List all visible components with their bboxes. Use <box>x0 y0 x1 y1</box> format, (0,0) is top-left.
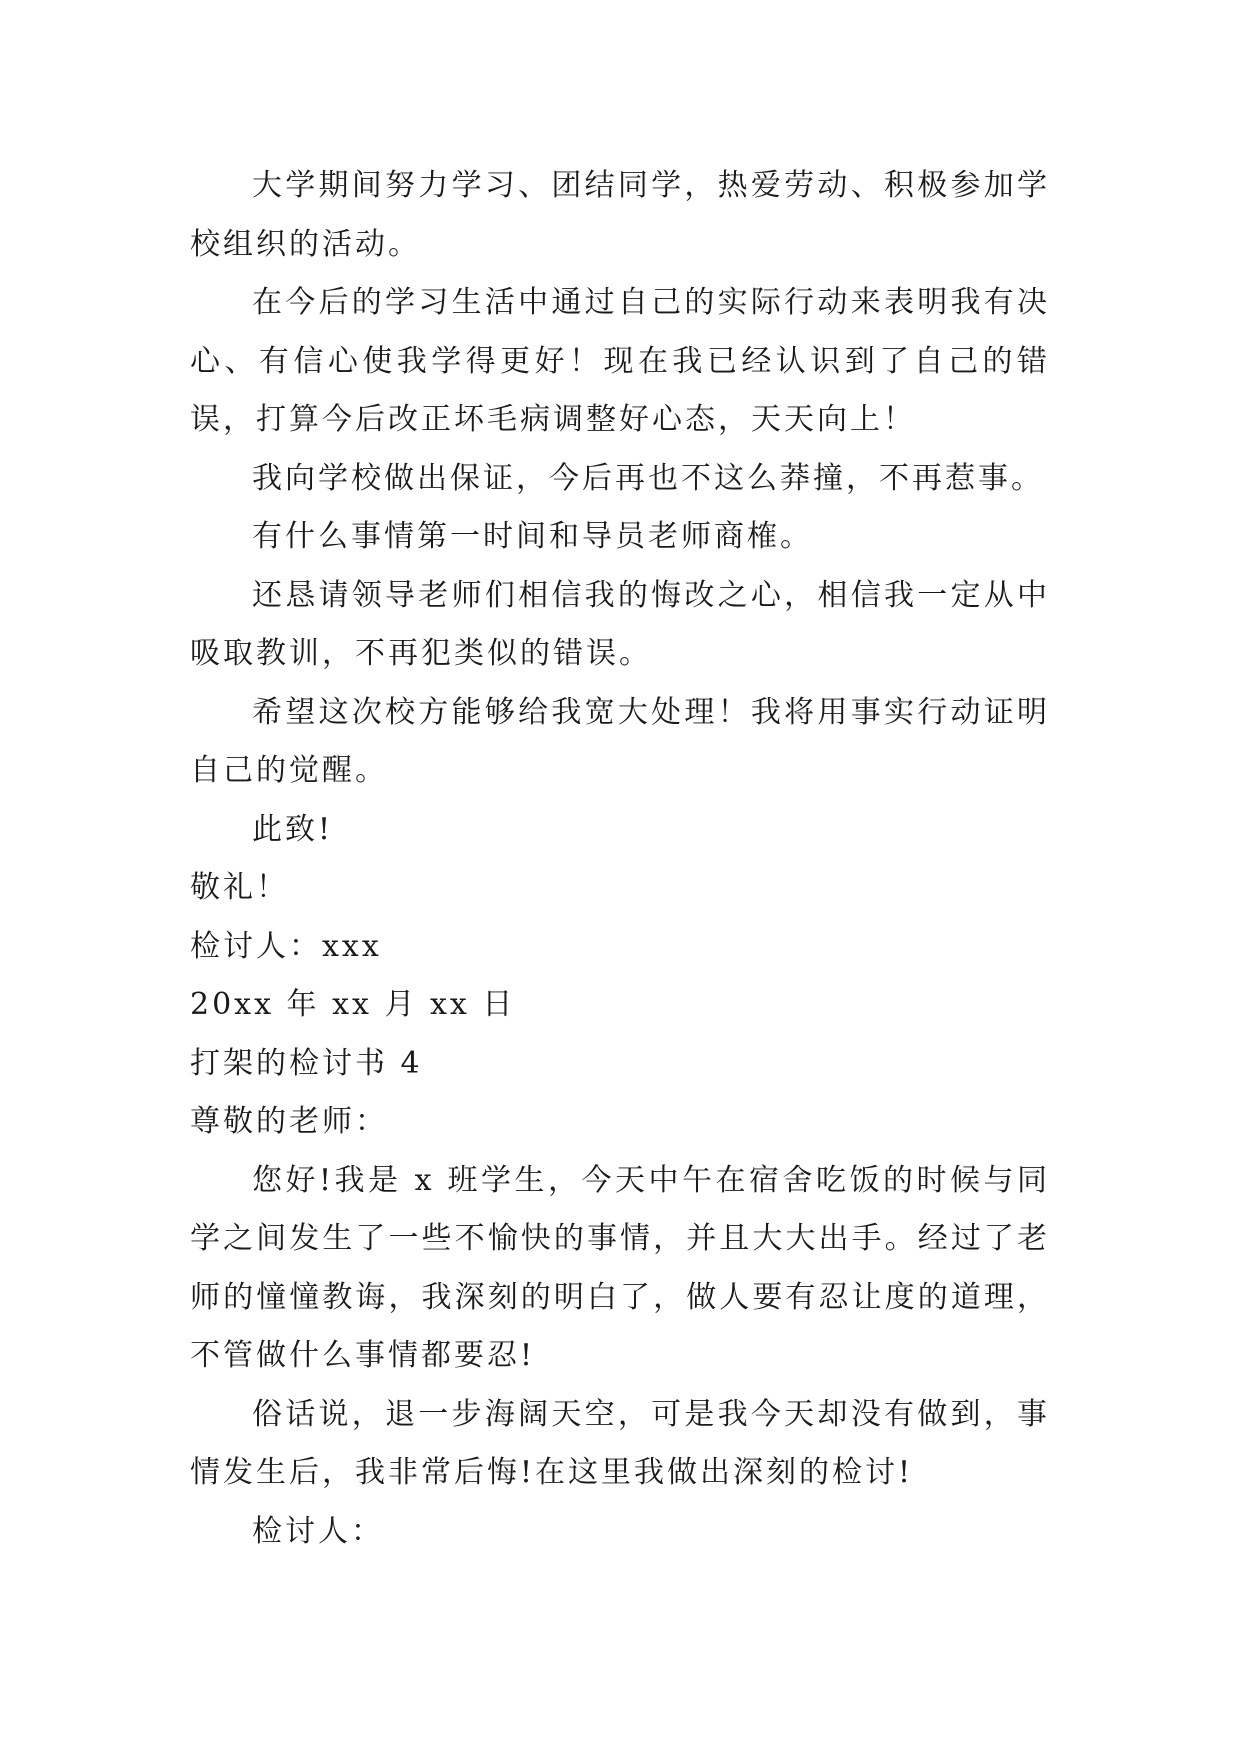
paragraph-guarantee: 我向学校做出保证，今后再也不这么莽撞，不再惹事。 <box>252 460 1044 496</box>
greeting-line: 尊敬的老师： <box>190 1104 388 1139</box>
paragraph-resolution: 在今后的学习生活中通过自己的实际行动来表明我有决心、有信心使我学得更好！现在我已经认识到了自己的错误，打算今后改正坏毛病调整好心态，天天向上！ <box>190 285 1050 437</box>
paragraph-incident: 您好!我是 x 班学生，今天中午在宿舍吃饭的时候与同学之间发生了一些不愉快的事情，并且大大出手。经过了老师的憧憧教诲，我深刻的明白了，做人要有忍让度的道理，不管做什么事情都要忍! <box>190 1162 1050 1373</box>
closing-regards: 敬礼！ <box>190 870 289 905</box>
paragraph-study-conduct: 大学期间努力学习、团结同学，热爱劳动、积极参加学校组织的活动。 <box>190 168 1050 262</box>
paragraph-request-trust: 还恳请领导老师们相信我的悔改之心，相信我一定从中吸取教训，不再犯类似的错误。 <box>190 577 1050 671</box>
signature-line: 检讨人：xxx <box>190 928 382 964</box>
closing-salutation: 此致! <box>252 811 334 847</box>
paragraph-regret: 俗话说，退一步海阔天空，可是我今天却没有做到，事情发生后，我非常后悔!在这里我做出深刻的检讨! <box>190 1396 1050 1490</box>
paragraph-consult-teacher: 有什么事情第一时间和导员老师商榷。 <box>252 519 813 554</box>
date-line: 20xx 年 xx 月 xx 日 <box>190 987 516 1022</box>
signature-label: 检讨人： <box>252 1513 384 1549</box>
paragraph-hope-leniency: 希望这次校方能够给我宽大处理！我将用事实行动证明自己的觉醒。 <box>190 694 1050 788</box>
section-title: 打架的检讨书 4 <box>190 1045 423 1081</box>
document-body <box>190 157 1050 1561</box>
